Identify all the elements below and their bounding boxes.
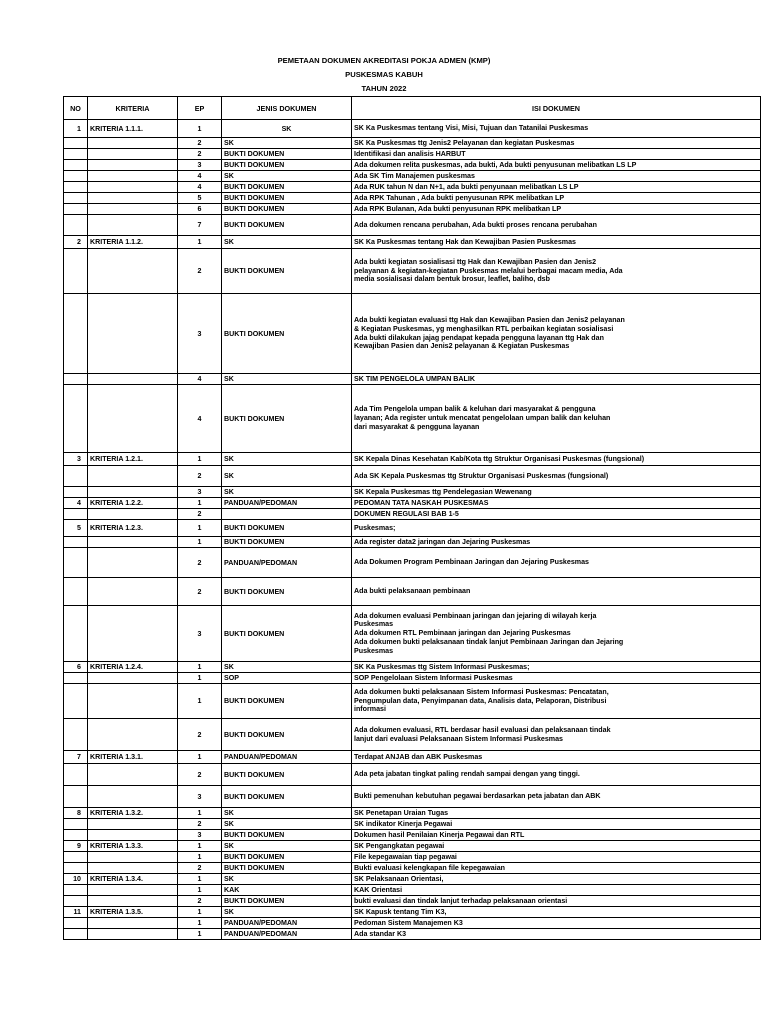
table-row: [64, 852, 761, 863]
table-row: [64, 907, 761, 918]
table-row: [64, 874, 761, 885]
row-jenis-dokumen: SK: [222, 466, 352, 487]
row-kriteria: [88, 149, 178, 160]
table-row: [64, 764, 761, 786]
table-row: [64, 537, 761, 548]
row-kriteria: [88, 294, 178, 374]
row-no: [64, 606, 88, 662]
row-jenis-dokumen: BUKTI DOKUMEN: [222, 215, 352, 236]
row-ep: 2: [178, 509, 222, 520]
row-jenis-dokumen: KAK: [222, 885, 352, 896]
row-isi-dokumen: SK Kepala Puskesmas ttg Pendelegasian Wewenang: [352, 487, 761, 498]
document-title: PEMETAAN DOKUMEN AKREDITASI POKJA ADMEN (KMP): [277, 56, 491, 65]
row-kriteria: [88, 929, 178, 940]
row-jenis-dokumen: BUKTI DOKUMEN: [222, 249, 352, 294]
table-row: [64, 578, 761, 606]
row-ep: 1: [178, 808, 222, 819]
row-kriteria: [88, 171, 178, 182]
row-isi-dokumen: Ada RPK Tahunan , Ada bukti penyusunan RPK melibatkan LP: [352, 193, 761, 204]
row-isi-dokumen: DOKUMEN REGULASI BAB 1-5: [352, 509, 761, 520]
row-no: 3: [64, 453, 88, 466]
row-ep: 2: [178, 764, 222, 786]
header-ep: EP: [178, 97, 222, 120]
row-isi-dokumen: SK Pengangkatan pegawai: [352, 841, 761, 852]
table-row: [64, 786, 761, 808]
table-row: [64, 841, 761, 852]
row-kriteria: KRITERIA 1.2.1.: [88, 453, 178, 466]
row-jenis-dokumen: BUKTI DOKUMEN: [222, 385, 352, 453]
row-kriteria: [88, 918, 178, 929]
row-jenis-dokumen: SK: [222, 907, 352, 918]
row-kriteria: [88, 548, 178, 578]
table-row: [64, 171, 761, 182]
row-isi-dokumen: Ada peta jabatan tingkat paling rendah sampai dengan yang tinggi.: [352, 764, 761, 786]
row-isi-dokumen: SK indikator Kinerja Pegawai: [352, 819, 761, 830]
row-no: [64, 294, 88, 374]
row-kriteria: [88, 466, 178, 487]
row-isi-dokumen: Ada SK Kepala Puskesmas ttg Struktur Organisasi Puskesmas (fungsional): [352, 466, 761, 487]
row-kriteria: [88, 215, 178, 236]
row-no: [64, 204, 88, 215]
table-row: [64, 830, 761, 841]
table-row: [64, 236, 761, 249]
table-row: [64, 149, 761, 160]
table-row: [64, 684, 761, 719]
row-no: [64, 673, 88, 684]
row-ep: 3: [178, 160, 222, 171]
row-kriteria: KRITERIA 1.3.4.: [88, 874, 178, 885]
row-jenis-dokumen: SK: [222, 808, 352, 819]
row-ep: 2: [178, 578, 222, 606]
row-ep: 1: [178, 662, 222, 673]
table-row: [64, 548, 761, 578]
row-jenis-dokumen: SK: [222, 841, 352, 852]
table-row: [64, 466, 761, 487]
table-row: [64, 182, 761, 193]
row-ep: 2: [178, 863, 222, 874]
table-row: [64, 374, 761, 385]
row-isi-dokumen: Ada Tim Pengelola umpan balik & keluhan dari masyarakat & pengguna layanan; Ada register untuk mencatat pengelolaan umpan balik dan keluhan dari masyarakat & pengguna layanan: [352, 385, 761, 453]
row-isi-dokumen: Dokumen hasil Penilaian Kinerja Pegawai dan RTL: [352, 830, 761, 841]
row-jenis-dokumen: BUKTI DOKUMEN: [222, 149, 352, 160]
row-jenis-dokumen: SK: [222, 120, 352, 138]
row-jenis-dokumen: BUKTI DOKUMEN: [222, 830, 352, 841]
row-no: [64, 215, 88, 236]
row-ep: 2: [178, 249, 222, 294]
row-isi-dokumen: Ada RPK Bulanan, Ada bukti penyusunan RPK melibatkan LP: [352, 204, 761, 215]
row-no: [64, 249, 88, 294]
table-row: [64, 249, 761, 294]
row-kriteria: [88, 684, 178, 719]
row-kriteria: [88, 578, 178, 606]
table-row: [64, 215, 761, 236]
row-no: 11: [64, 907, 88, 918]
row-kriteria: [88, 537, 178, 548]
table-row: [64, 204, 761, 215]
table-row: [64, 918, 761, 929]
row-ep: 1: [178, 236, 222, 249]
row-kriteria: [88, 160, 178, 171]
row-kriteria: [88, 249, 178, 294]
row-ep: 5: [178, 193, 222, 204]
row-ep: 1: [178, 852, 222, 863]
row-isi-dokumen: SK Kapusk tentang Tim K3,: [352, 907, 761, 918]
row-isi-dokumen: SK Ka Puskesmas tentang Hak dan Kewajiban Pasien Puskesmas: [352, 236, 761, 249]
table-row: [64, 453, 761, 466]
header-jenis-dokumen: JENIS DOKUMEN: [222, 97, 352, 120]
row-kriteria: KRITERIA 1.3.1.: [88, 751, 178, 764]
document-subtitle-year: TAHUN 2022: [361, 84, 407, 93]
row-kriteria: [88, 606, 178, 662]
document-mapping-table: [63, 96, 761, 940]
row-kriteria: [88, 830, 178, 841]
row-isi-dokumen: Ada bukti pelaksanaan pembinaan: [352, 578, 761, 606]
row-isi-dokumen: SK Kepala Dinas Kesehatan Kab/Kota ttg Struktur Organisasi Puskesmas (fungsional): [352, 453, 761, 466]
row-jenis-dokumen: SK: [222, 236, 352, 249]
header-no: NO: [64, 97, 88, 120]
row-kriteria: [88, 896, 178, 907]
row-no: 1: [64, 120, 88, 138]
row-jenis-dokumen: [222, 509, 352, 520]
row-ep: 1: [178, 498, 222, 509]
row-no: [64, 548, 88, 578]
row-kriteria: [88, 138, 178, 149]
row-ep: 4: [178, 171, 222, 182]
row-ep: 1: [178, 453, 222, 466]
row-no: [64, 374, 88, 385]
row-kriteria: [88, 193, 178, 204]
row-no: [64, 466, 88, 487]
row-jenis-dokumen: SK: [222, 874, 352, 885]
table-row: [64, 193, 761, 204]
document-subtitle-puskesmas: PUSKESMAS KABUH: [345, 70, 423, 79]
row-no: [64, 764, 88, 786]
table-row: [64, 751, 761, 764]
row-no: 10: [64, 874, 88, 885]
row-jenis-dokumen: BUKTI DOKUMEN: [222, 896, 352, 907]
row-no: 5: [64, 520, 88, 537]
row-isi-dokumen: Ada bukti kegiatan sosialisasi ttg Hak dan Kewajiban Pasien dan Jenis2 pelayanan & kegiatan-kegiatan Puskesmas melalui berbagai macam media, Ada media sosialisasi dalam bentuk brosur, leaflet, baliho, dsb: [352, 249, 761, 294]
row-jenis-dokumen: SK: [222, 138, 352, 149]
row-ep: 3: [178, 487, 222, 498]
row-jenis-dokumen: BUKTI DOKUMEN: [222, 764, 352, 786]
table-row: [64, 719, 761, 751]
row-isi-dokumen: Bukti pemenuhan kebutuhan pegawai berdasarkan peta jabatan dan ABK: [352, 786, 761, 808]
row-ep: 4: [178, 182, 222, 193]
row-ep: 3: [178, 830, 222, 841]
row-isi-dokumen: SOP Pengelolaan Sistem Informasi Puskesmas: [352, 673, 761, 684]
row-jenis-dokumen: BUKTI DOKUMEN: [222, 182, 352, 193]
row-isi-dokumen: Ada bukti kegiatan evaluasi ttg Hak dan Kewajiban Pasien dan Jenis2 pelayanan & Kegiatan Puskesmas, yg menghasilkan RTL perbaikan kegiatan sosialisasi Ada bukti dilakukan jajag pendapat kepada pengguna layanan ttg Hak dan Kewajiban Pasien dan Jenis2 pelayanan & Kegiatan Puskesmas: [352, 294, 761, 374]
table-row: [64, 885, 761, 896]
row-isi-dokumen: SK Ka Puskesmas ttg Sistem Informasi Puskesmas;: [352, 662, 761, 673]
row-isi-dokumen: Identifikasi dan analisis HARBUT: [352, 149, 761, 160]
row-ep: 1: [178, 929, 222, 940]
row-jenis-dokumen: PANDUAN/PEDOMAN: [222, 918, 352, 929]
row-ep: 3: [178, 294, 222, 374]
row-kriteria: KRITERIA 1.3.5.: [88, 907, 178, 918]
row-no: [64, 885, 88, 896]
row-jenis-dokumen: SK: [222, 171, 352, 182]
row-no: [64, 509, 88, 520]
row-ep: 1: [178, 874, 222, 885]
table-row: [64, 673, 761, 684]
row-ep: 2: [178, 548, 222, 578]
row-no: [64, 830, 88, 841]
row-jenis-dokumen: PANDUAN/PEDOMAN: [222, 498, 352, 509]
row-no: [64, 819, 88, 830]
table-row: [64, 606, 761, 662]
table-row: [64, 896, 761, 907]
row-kriteria: [88, 509, 178, 520]
row-kriteria: [88, 204, 178, 215]
row-jenis-dokumen: BUKTI DOKUMEN: [222, 863, 352, 874]
row-jenis-dokumen: BUKTI DOKUMEN: [222, 520, 352, 537]
row-jenis-dokumen: SK: [222, 453, 352, 466]
row-kriteria: [88, 885, 178, 896]
row-kriteria: KRITERIA 1.3.3.: [88, 841, 178, 852]
row-ep: 2: [178, 719, 222, 751]
row-isi-dokumen: SK Ka Puskesmas tentang Visi, Misi, Tujuan dan Tatanilai Puskesmas: [352, 120, 761, 138]
row-no: 9: [64, 841, 88, 852]
row-jenis-dokumen: SOP: [222, 673, 352, 684]
row-isi-dokumen: Ada dokumen bukti pelaksanaan Sistem Informasi Puskesmas: Pencatatan, Pengumpulan data, Penyimpanan data, Analisis data, Pelaporan, Distribusi informasi: [352, 684, 761, 719]
row-jenis-dokumen: PANDUAN/PEDOMAN: [222, 751, 352, 764]
table-row: [64, 498, 761, 509]
row-ep: 4: [178, 385, 222, 453]
row-no: [64, 537, 88, 548]
row-no: [64, 385, 88, 453]
row-ep: 1: [178, 673, 222, 684]
row-ep: 1: [178, 907, 222, 918]
row-jenis-dokumen: BUKTI DOKUMEN: [222, 294, 352, 374]
table-row: [64, 138, 761, 149]
row-isi-dokumen: Pedoman Sistem Manajemen K3: [352, 918, 761, 929]
row-jenis-dokumen: BUKTI DOKUMEN: [222, 160, 352, 171]
row-kriteria: KRITERIA 1.2.2.: [88, 498, 178, 509]
row-jenis-dokumen: SK: [222, 662, 352, 673]
row-kriteria: [88, 863, 178, 874]
row-no: 2: [64, 236, 88, 249]
row-isi-dokumen: Ada dokumen evaluasi, RTL berdasar hasil evaluasi dan pelaksanaan tindak lanjut dari evaluasi Pelaksanaan Sistem Informasi Puskesmas: [352, 719, 761, 751]
row-isi-dokumen: KAK Orientasi: [352, 885, 761, 896]
row-isi-dokumen: Ada SK Tim Manajemen puskesmas: [352, 171, 761, 182]
row-jenis-dokumen: BUKTI DOKUMEN: [222, 578, 352, 606]
row-isi-dokumen: Bukti evaluasi kelengkapan file kepegawaian: [352, 863, 761, 874]
document-header: [0, 54, 768, 96]
row-ep: 2: [178, 819, 222, 830]
row-kriteria: KRITERIA 1.1.1.: [88, 120, 178, 138]
row-no: 8: [64, 808, 88, 819]
row-isi-dokumen: Ada standar K3: [352, 929, 761, 940]
row-kriteria: [88, 673, 178, 684]
row-jenis-dokumen: BUKTI DOKUMEN: [222, 606, 352, 662]
row-isi-dokumen: Ada dokumen relita puskesmas, ada bukti, Ada bukti penyusunan melibatkan LS LP: [352, 160, 761, 171]
row-no: [64, 929, 88, 940]
row-no: [64, 487, 88, 498]
row-ep: 4: [178, 374, 222, 385]
row-jenis-dokumen: BUKTI DOKUMEN: [222, 204, 352, 215]
row-jenis-dokumen: SK: [222, 487, 352, 498]
row-jenis-dokumen: BUKTI DOKUMEN: [222, 852, 352, 863]
row-jenis-dokumen: PANDUAN/PEDOMAN: [222, 929, 352, 940]
row-jenis-dokumen: BUKTI DOKUMEN: [222, 537, 352, 548]
table-row: [64, 929, 761, 940]
header-kriteria: KRITERIA: [88, 97, 178, 120]
row-no: [64, 863, 88, 874]
table-row: [64, 520, 761, 537]
row-no: 4: [64, 498, 88, 509]
row-ep: 2: [178, 149, 222, 160]
row-no: 6: [64, 662, 88, 673]
row-ep: 1: [178, 520, 222, 537]
table-header-row: [64, 97, 761, 120]
row-isi-dokumen: SK Ka Puskesmas ttg Jenis2 Pelayanan dan kegiatan Puskesmas: [352, 138, 761, 149]
row-ep: 3: [178, 786, 222, 808]
row-kriteria: [88, 819, 178, 830]
row-isi-dokumen: SK Penetapan Uraian Tugas: [352, 808, 761, 819]
table-row: [64, 819, 761, 830]
row-jenis-dokumen: SK: [222, 819, 352, 830]
row-no: [64, 684, 88, 719]
table-row: [64, 808, 761, 819]
row-jenis-dokumen: BUKTI DOKUMEN: [222, 684, 352, 719]
header-isi-dokumen: ISI DOKUMEN: [352, 97, 761, 120]
row-jenis-dokumen: BUKTI DOKUMEN: [222, 719, 352, 751]
row-kriteria: [88, 719, 178, 751]
row-no: [64, 578, 88, 606]
row-ep: 1: [178, 885, 222, 896]
row-ep: 2: [178, 138, 222, 149]
row-no: [64, 918, 88, 929]
row-no: [64, 138, 88, 149]
row-ep: 2: [178, 896, 222, 907]
table-row: [64, 509, 761, 520]
row-isi-dokumen: SK TIM PENGELOLA UMPAN BALIK: [352, 374, 761, 385]
row-kriteria: KRITERIA 1.2.3.: [88, 520, 178, 537]
row-no: [64, 786, 88, 808]
row-jenis-dokumen: SK: [222, 374, 352, 385]
row-kriteria: [88, 764, 178, 786]
row-no: [64, 852, 88, 863]
row-isi-dokumen: Terdapat ANJAB dan ABK Puskesmas: [352, 751, 761, 764]
row-ep: 1: [178, 841, 222, 852]
row-kriteria: KRITERIA 1.3.2.: [88, 808, 178, 819]
row-isi-dokumen: Ada Dokumen Program Pembinaan Jaringan dan Jejaring Puskesmas: [352, 548, 761, 578]
row-isi-dokumen: SK Pelaksanaan Orientasi,: [352, 874, 761, 885]
table-row: [64, 294, 761, 374]
row-kriteria: KRITERIA 1.1.2.: [88, 236, 178, 249]
row-kriteria: [88, 852, 178, 863]
row-kriteria: [88, 374, 178, 385]
row-ep: 3: [178, 606, 222, 662]
row-no: [64, 182, 88, 193]
row-isi-dokumen: Ada RUK tahun N dan N+1, ada bukti penyunaan melibatkan LS LP: [352, 182, 761, 193]
row-kriteria: KRITERIA 1.2.4.: [88, 662, 178, 673]
row-no: [64, 193, 88, 204]
row-ep: 6: [178, 204, 222, 215]
row-jenis-dokumen: PANDUAN/PEDOMAN: [222, 548, 352, 578]
table-row: [64, 662, 761, 673]
row-no: [64, 719, 88, 751]
table-row: [64, 863, 761, 874]
table-body: [64, 120, 761, 940]
row-ep: 1: [178, 120, 222, 138]
table-row: [64, 160, 761, 171]
row-isi-dokumen: File kepegawaian tiap pegawai: [352, 852, 761, 863]
row-ep: 1: [178, 751, 222, 764]
row-no: 7: [64, 751, 88, 764]
row-kriteria: [88, 786, 178, 808]
row-no: [64, 160, 88, 171]
row-no: [64, 149, 88, 160]
row-ep: 1: [178, 918, 222, 929]
row-no: [64, 171, 88, 182]
row-ep: 2: [178, 466, 222, 487]
row-ep: 7: [178, 215, 222, 236]
row-isi-dokumen: Ada register data2 jaringan dan Jejaring Puskesmas: [352, 537, 761, 548]
row-no: [64, 896, 88, 907]
row-kriteria: [88, 487, 178, 498]
row-isi-dokumen: Ada dokumen evaluasi Pembinaan jaringan dan jejaring di wilayah kerja Puskesmas Ada dokumen RTL Pembinaan jaringan dan Jejaring Puskesmas Ada dokumen bukti pelaksanaan tindak lanjut Pembinaan Jaringan dan Jejaring Puskesmas: [352, 606, 761, 662]
table-row: [64, 487, 761, 498]
row-kriteria: [88, 182, 178, 193]
row-jenis-dokumen: BUKTI DOKUMEN: [222, 193, 352, 204]
table-row: [64, 120, 761, 138]
table-row: [64, 385, 761, 453]
row-isi-dokumen: Puskesmas;: [352, 520, 761, 537]
row-jenis-dokumen: BUKTI DOKUMEN: [222, 786, 352, 808]
row-isi-dokumen: bukti evaluasi dan tindak lanjut terhadap pelaksanaan orientasi: [352, 896, 761, 907]
row-isi-dokumen: Ada dokumen rencana perubahan, Ada bukti proses rencana perubahan: [352, 215, 761, 236]
row-ep: 1: [178, 684, 222, 719]
row-ep: 1: [178, 537, 222, 548]
row-kriteria: [88, 385, 178, 453]
row-isi-dokumen: PEDOMAN TATA NASKAH PUSKESMAS: [352, 498, 761, 509]
